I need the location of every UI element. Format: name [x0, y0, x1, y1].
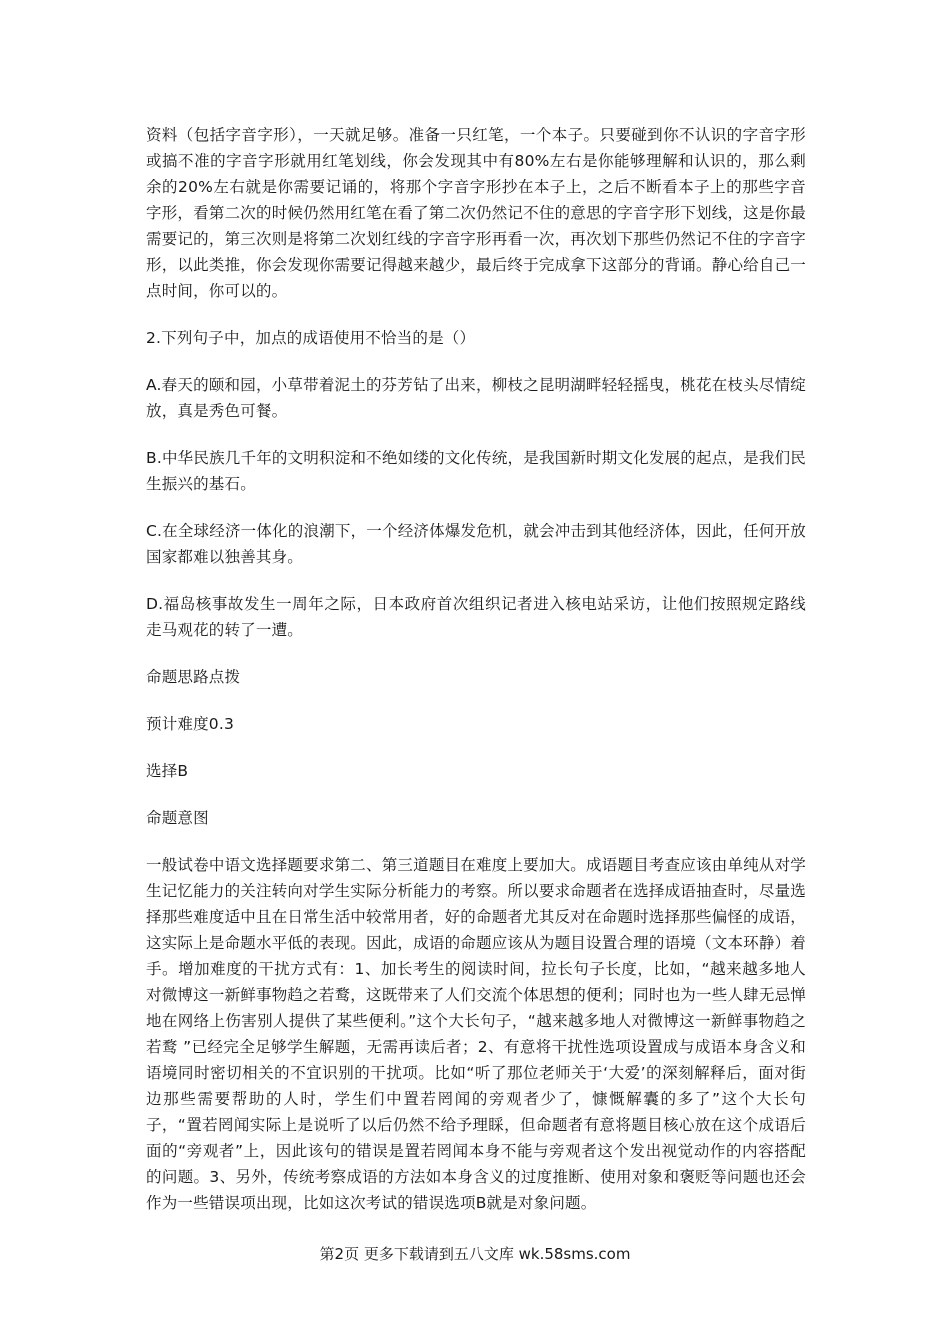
paragraph-intent-explanation: 一般试卷中语文选择题要求第二、第三道题目在难度上要加大。成语题目考查应该由单纯从对学生记忆能力的关注转向对学生实际分析能力的考察。所以要求命题者在选择成语抽查时，尽量选择那些难度适中且在日常生活中较常用者，好的命题者尤其反对在命题时选择那些偏怪的成语，这实际上是命题水平低的表现。因此，成语的命题应该从为题目设置合理的语境（文本环静）着手。增加难度的干扰方式有：1、加长考生的阅读时间，拉长句子长度，比如，“越来越多地人对微博这一新鲜事物趋之若鹜，这既带来了人们交流个体思想的便利；同时也为一些人肆无忌惮地在网络上伤害别人提供了某些便利。”这个大长句子，“越来越多地人对微博这一新鲜事物趋之若鹜 ”已经完全足够学生解题，无需再读后者；2、有意将干扰性选项设置成与成语本身含义和语境同时密切相关的不宜识别的干扰项。比如“听了那位老师关于‘大爱’的深刻解释后，面对街边那些需要帮助的人时，学生们中置若罔闻的旁观者少了，慷慨解囊的多了”这个大长句子，“置若罔闻实际上是说听了以后仍然不给予理睬，但命题者有意将题目核心放在这个成语后面的“旁观者”上，因此该句的错误是置若罔闻本身不能与旁观者这个发出视觉动作的内容搭配的问题。3、另外，传统考察成语的方法如本身含义的过度推断、使用对象和褒贬等问题也还会作为一些错误项出现，比如这次考试的错误选项B就是对象问题。: [146, 856, 806, 1212]
option-c: C.在全球经济一体化的浪潮下，一个经济体爆发危机，就会冲击到其他经济体，因此，任何开放国家都难以独善其身。: [146, 522, 806, 566]
section-heading-intent: 命题意图: [146, 809, 209, 827]
option-d: D.福岛核事故发生一周年之际，日本政府首次组织记者进入核电站采访，让他们按照规定路线走马观花的转了一遭。: [146, 595, 806, 639]
section-heading-approach: 命题思路点拨: [146, 668, 241, 686]
document-body: [146, 122, 806, 1237]
option-b: B.中华民族几千年的文明积淀和不绝如缕的文化传统，是我国新时期文化发展的起点，是我们民生振兴的基石。: [146, 449, 806, 493]
option-a: A.春天的颐和园，小草带着泥土的芬芳钻了出来，柳枝之昆明湖畔轻轻摇曳，桃花在枝头尽情绽放，真是秀色可餐。: [146, 376, 806, 420]
question-stem: 2.下列句子中，加点的成语使用不恰当的是（）: [146, 329, 476, 347]
difficulty-estimate: 预计难度0.3: [146, 715, 235, 733]
paragraph-memorization-tips: 资料（包括字音字形），一天就足够。准备一只红笔，一个本子。只要碰到你不认识的字音字形或搞不准的字音字形就用红笔划线，你会发现其中有80%左右是你能够理解和认识的，那么剩余的20%左右就是你需要记诵的，将那个字音字形抄在本子上，之后不断看本子上的那些字音字形，看第二次的时候仍然用红笔在看了第二次仍然记不住的意思的字音字形下划线，这是你最需要记的，第三次则是将第二次划红线的字音字形再看一次，再次划下那些仍然记不住的字音字形，以此类推，你会发现你需要记得越来越少，最后终于完成拿下这部分的背诵。静心给自己一点时间，你可以的。: [146, 126, 806, 300]
page-footer: 第2页 更多下载请到五八文库 wk.58sms.com: [319, 1245, 631, 1263]
answer-choice: 选择B: [146, 762, 189, 780]
